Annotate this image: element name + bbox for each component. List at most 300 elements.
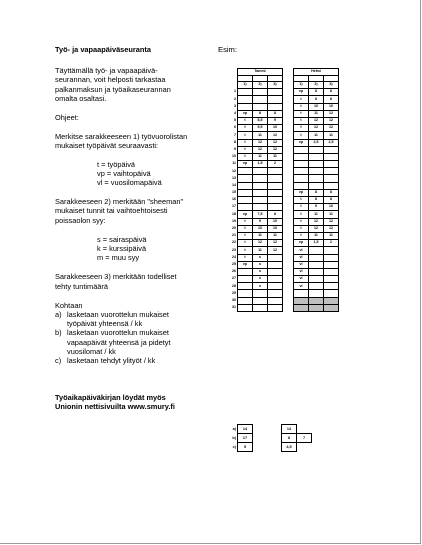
february-cell: 12: [324, 110, 339, 117]
january-cell: [253, 290, 268, 297]
day-number: 4: [226, 110, 238, 117]
day-number: 9: [226, 146, 238, 153]
gap-cell: [283, 175, 294, 182]
january-cell: [238, 283, 253, 290]
february-cell: [294, 168, 309, 175]
february-cell: 10: [324, 204, 339, 211]
january-cell: [268, 103, 283, 110]
january-cell: vp: [238, 261, 253, 268]
january-cell: t: [238, 146, 253, 153]
summary-row: [226, 443, 312, 452]
day-number: 29: [226, 290, 238, 297]
list-marker: b): [55, 328, 62, 338]
january-cell: [238, 96, 253, 103]
january-cell: [253, 175, 268, 182]
summary-instructions-list: [55, 310, 215, 365]
february-cell: [309, 261, 324, 268]
day-row: [226, 189, 339, 196]
list-marker: c): [55, 356, 62, 366]
step1-line: mukaiset työpäivät seuraavasti:: [55, 141, 159, 151]
january-cell: 11: [253, 153, 268, 160]
february-cell: [294, 297, 309, 304]
february-cell: [309, 283, 324, 290]
february-cell: [294, 290, 309, 297]
february-cell: [324, 290, 339, 297]
january-cell: 12: [253, 139, 268, 146]
day-number: 25: [226, 261, 238, 268]
february-cell: vp: [294, 189, 309, 196]
day-row: [226, 96, 339, 103]
list-line: lasketaan tehdyt ylityöt / kk: [67, 356, 156, 366]
day-number: 13: [226, 175, 238, 182]
instructions-heading: Ohjeet:: [55, 113, 79, 123]
january-cell: 8: [268, 211, 283, 218]
day-row: [226, 261, 339, 268]
day-number: 19: [226, 218, 238, 225]
step2-line: mukaiset tunnit tai vaihtoehtoisesti: [55, 206, 168, 216]
kohtaan-heading: Kohtaan: [55, 300, 83, 310]
january-cell: t: [238, 117, 253, 124]
gap-cell: [283, 211, 294, 218]
step2-line: Sarakkeeseen 2) merkitään "sheeman": [55, 197, 184, 207]
february-cell: t: [294, 218, 309, 225]
january-cell: 12: [268, 146, 283, 153]
gap-cell: [283, 110, 294, 117]
day-number: 18: [226, 211, 238, 218]
january-cell: 11: [253, 132, 268, 139]
day-row: [226, 110, 339, 117]
january-cell: [238, 304, 253, 311]
february-cell: 8: [309, 189, 324, 196]
summary-table: [226, 424, 312, 452]
january-cell: 9: [268, 117, 283, 124]
gap-cell: [283, 254, 294, 261]
example-label: Esim:: [218, 45, 237, 54]
february-cell: [324, 161, 339, 168]
january-cell: [253, 96, 268, 103]
list-item: [55, 328, 215, 356]
summary-cell: 14: [238, 425, 253, 434]
gap-cell: [283, 261, 294, 268]
february-cell: 11: [309, 232, 324, 239]
january-cell: t: [238, 153, 253, 160]
day-row: [226, 117, 339, 124]
february-cell: [294, 175, 309, 182]
month-header: Helmi: [294, 69, 339, 76]
february-cell: 8: [324, 96, 339, 103]
gap-cell: [283, 168, 294, 175]
january-cell: [253, 103, 268, 110]
day-row: [226, 276, 339, 283]
day-number: 24: [226, 254, 238, 261]
january-cell: 10: [253, 225, 268, 232]
gap-cell: [283, 125, 294, 132]
day-number: 16: [226, 197, 238, 204]
february-cell: [294, 182, 309, 189]
intro-line: omalta osaltasi.: [55, 93, 107, 103]
february-cell: [324, 297, 339, 304]
january-cell: [238, 204, 253, 211]
day-row: [226, 225, 339, 232]
february-cell: [309, 146, 324, 153]
day-number: 12: [226, 168, 238, 175]
february-cell: t: [294, 125, 309, 132]
summary-row: [226, 425, 312, 434]
january-cell: [253, 297, 268, 304]
summary-cell: [253, 443, 268, 452]
february-cell: 12: [324, 225, 339, 232]
february-cell: [309, 161, 324, 168]
day-row: [226, 146, 339, 153]
day-number: 7: [226, 132, 238, 139]
day-number: 21: [226, 232, 238, 239]
column-header: 3): [324, 82, 339, 89]
january-cell: [238, 189, 253, 196]
list-line: lasketaan vuorottelun mukaiset: [67, 310, 169, 320]
summary-label: c): [232, 445, 236, 449]
day-row: [226, 161, 339, 168]
summary-cell: 8: [282, 434, 297, 443]
day-number: 15: [226, 189, 238, 196]
day-row: [226, 304, 339, 311]
day-row: [226, 168, 339, 175]
february-cell: [324, 247, 339, 254]
february-cell: 11: [309, 132, 324, 139]
day-row: [226, 153, 339, 160]
january-cell: [268, 276, 283, 283]
footer-line: Työaikapäiväkirjan löydät myös: [55, 393, 166, 403]
column-header-row: [226, 82, 339, 89]
february-cell: [324, 175, 339, 182]
january-cell: 9: [253, 218, 268, 225]
day-row: [226, 204, 339, 211]
january-cell: 10: [268, 225, 283, 232]
february-cell: 8: [309, 89, 324, 96]
gap-cell: [283, 153, 294, 160]
january-cell: [268, 261, 283, 268]
gap-cell: [283, 218, 294, 225]
instructions-column: [55, 45, 215, 412]
column-header: 1): [238, 82, 253, 89]
february-cell: t: [294, 204, 309, 211]
february-cell: vl: [294, 247, 309, 254]
list-marker: a): [55, 310, 62, 320]
february-cell: 1,5: [309, 240, 324, 247]
january-cell: [268, 175, 283, 182]
summary-cell: [297, 425, 312, 434]
column-header: 2): [309, 82, 324, 89]
january-cell: 8: [268, 110, 283, 117]
february-cell: [324, 254, 339, 261]
january-cell: [253, 204, 268, 211]
day-row: [226, 125, 339, 132]
january-cell: [268, 304, 283, 311]
day-row: [226, 240, 339, 247]
february-cell: [309, 297, 324, 304]
january-cell: 11: [268, 232, 283, 239]
february-cell: vp: [294, 240, 309, 247]
february-cell: [309, 153, 324, 160]
february-cell: [309, 168, 324, 175]
february-cell: [309, 304, 324, 311]
february-cell: [309, 290, 324, 297]
january-cell: [253, 168, 268, 175]
january-cell: [238, 103, 253, 110]
step1-line: Merkitse sarakkeeseen 1) työvuorolistan: [55, 132, 188, 142]
february-cell: [324, 153, 339, 160]
february-cell: 12: [324, 218, 339, 225]
january-cell: [253, 182, 268, 189]
january-cell: t: [238, 254, 253, 261]
list-item: [55, 310, 215, 328]
january-cell: [268, 204, 283, 211]
day-row: [226, 211, 339, 218]
gap-cell: [283, 139, 294, 146]
day-number: 28: [226, 283, 238, 290]
day-row: [226, 182, 339, 189]
gap-cell: [283, 297, 294, 304]
day-number: 8: [226, 139, 238, 146]
february-cell: [309, 182, 324, 189]
day-number: 10: [226, 153, 238, 160]
day-row: [226, 232, 339, 239]
gap-cell: [267, 434, 282, 443]
january-cell: t: [238, 232, 253, 239]
code-item: s = sairaspäivä: [97, 234, 147, 244]
day-row: [226, 103, 339, 110]
january-cell: [268, 254, 283, 261]
day-number: 30: [226, 297, 238, 304]
list-line: lasketaan vuorottelun mukaiset: [67, 328, 169, 338]
february-cell: t: [294, 232, 309, 239]
day-number: 23: [226, 247, 238, 254]
summary-label: a): [232, 427, 236, 431]
january-cell: 12: [268, 247, 283, 254]
day-number: 20: [226, 225, 238, 232]
january-cell: t: [238, 132, 253, 139]
february-cell: [324, 276, 339, 283]
day-row: [226, 283, 339, 290]
january-cell: vp: [238, 110, 253, 117]
february-cell: 9: [309, 204, 324, 211]
list-item: [55, 356, 215, 365]
february-cell: [309, 175, 324, 182]
january-cell: vp: [238, 211, 253, 218]
day-number: 11: [226, 161, 238, 168]
code-item: k = kurssipäivä: [97, 244, 147, 254]
summary-cell: 14: [282, 425, 297, 434]
january-cell: s: [253, 268, 268, 275]
february-cell: vl: [294, 276, 309, 283]
february-cell: vl: [294, 254, 309, 261]
february-cell: vl: [294, 268, 309, 275]
day-number: 3: [226, 103, 238, 110]
february-cell: 10: [324, 103, 339, 110]
february-cell: 11: [324, 132, 339, 139]
february-cell: t: [294, 110, 309, 117]
work-day-table: [226, 68, 339, 312]
february-cell: [309, 268, 324, 275]
february-cell: 11: [324, 211, 339, 218]
column-header: 1): [294, 82, 309, 89]
february-cell: t: [294, 103, 309, 110]
february-cell: [294, 153, 309, 160]
gap-cell: [283, 82, 294, 89]
february-cell: 12: [309, 125, 324, 132]
january-cell: 12: [268, 139, 283, 146]
january-cell: 8,5: [253, 117, 268, 124]
day-number: 27: [226, 276, 238, 283]
february-cell: 8: [324, 197, 339, 204]
code-item: vp = vaihtopäivä: [97, 168, 151, 178]
gap-cell: [283, 96, 294, 103]
day-row: [226, 175, 339, 182]
february-cell: 11: [309, 211, 324, 218]
february-cell: t: [294, 225, 309, 232]
february-cell: 8: [309, 96, 324, 103]
january-cell: [238, 290, 253, 297]
january-cell: [268, 89, 283, 96]
january-cell: [253, 304, 268, 311]
february-cell: t: [294, 132, 309, 139]
gap-cell: [283, 189, 294, 196]
gap-cell: [283, 204, 294, 211]
february-cell: vp: [294, 139, 309, 146]
day-number: 17: [226, 204, 238, 211]
day-row: [226, 254, 339, 261]
january-cell: t: [238, 247, 253, 254]
february-cell: 12: [324, 125, 339, 132]
february-cell: [324, 182, 339, 189]
january-cell: [238, 297, 253, 304]
gap-cell: [283, 197, 294, 204]
january-cell: s: [253, 283, 268, 290]
day-number: 2: [226, 96, 238, 103]
january-cell: 12: [253, 240, 268, 247]
february-cell: 8: [309, 197, 324, 204]
january-cell: t: [238, 218, 253, 225]
day-number: 26: [226, 268, 238, 275]
gap-cell: [283, 232, 294, 239]
day-number: 22: [226, 240, 238, 247]
february-cell: 12: [324, 117, 339, 124]
summary-cell: [253, 434, 268, 443]
february-cell: 10: [309, 103, 324, 110]
gap-cell: [283, 132, 294, 139]
intro-line: Täyttämällä työ- ja vapaapäivä-: [55, 66, 158, 76]
february-cell: 2,5: [309, 139, 324, 146]
list-line: vuosilomat / kk: [67, 346, 116, 356]
february-cell: [294, 161, 309, 168]
january-cell: s: [253, 276, 268, 283]
january-cell: 12: [268, 240, 283, 247]
day-row: [226, 290, 339, 297]
february-cell: 12: [309, 218, 324, 225]
february-cell: 11: [324, 232, 339, 239]
day-row: [226, 89, 339, 96]
gap-cell: [283, 161, 294, 168]
february-cell: t: [294, 211, 309, 218]
february-cell: [324, 268, 339, 275]
intro-line: seurannan, voit helposti tarkastaa: [55, 75, 166, 85]
january-cell: [253, 197, 268, 204]
day-number: 5: [226, 117, 238, 124]
january-cell: [238, 168, 253, 175]
february-cell: t: [294, 117, 309, 124]
january-cell: s: [253, 261, 268, 268]
january-cell: [268, 197, 283, 204]
month-header: Tammi: [238, 69, 283, 76]
january-cell: s: [253, 254, 268, 261]
february-cell: 12: [309, 117, 324, 124]
gap-cell: [283, 304, 294, 311]
summary-cell: [297, 443, 312, 452]
february-cell: [294, 304, 309, 311]
gap-cell: [283, 268, 294, 275]
february-cell: 2,5: [324, 139, 339, 146]
january-cell: [268, 297, 283, 304]
january-cell: 10: [268, 125, 283, 132]
january-cell: 1,5: [253, 161, 268, 168]
summary-cell: 7: [297, 434, 312, 443]
february-cell: 8: [324, 89, 339, 96]
january-cell: [238, 89, 253, 96]
gap-cell: [283, 225, 294, 232]
code-item: m = muu syy: [97, 253, 140, 263]
gap-cell: [283, 283, 294, 290]
january-cell: t: [238, 225, 253, 232]
january-cell: 11: [268, 153, 283, 160]
gap-cell: [283, 290, 294, 297]
february-cell: [309, 247, 324, 254]
day-number: 31: [226, 304, 238, 311]
step3-line: Sarakkeeseen 3) merkitään todelliset: [55, 272, 177, 282]
february-cell: vl: [294, 283, 309, 290]
step3-line: tehty tuntimäärä: [55, 281, 108, 291]
day-number: 6: [226, 125, 238, 132]
february-cell: [309, 276, 324, 283]
day-row: [226, 247, 339, 254]
february-cell: vl: [294, 261, 309, 268]
february-cell: [324, 304, 339, 311]
february-cell: t: [294, 197, 309, 204]
code-item: t = työpäivä: [97, 159, 136, 169]
gap-cell: [283, 103, 294, 110]
gap-cell: [267, 443, 282, 452]
summary-row: [226, 434, 312, 443]
january-cell: [268, 96, 283, 103]
gap-cell: [283, 247, 294, 254]
january-cell: t: [238, 139, 253, 146]
january-cell: [268, 290, 283, 297]
february-cell: vp: [294, 89, 309, 96]
january-cell: 2: [268, 161, 283, 168]
january-cell: 8: [253, 110, 268, 117]
january-cell: 12: [268, 132, 283, 139]
day-number: 14: [226, 182, 238, 189]
day-row: [226, 197, 339, 204]
january-cell: t: [238, 240, 253, 247]
summary-cell: 17: [238, 434, 253, 443]
day-row: [226, 268, 339, 275]
gap-cell: [283, 146, 294, 153]
codes-list-1: [55, 160, 215, 188]
january-cell: vp: [238, 161, 253, 168]
corner-cell: [226, 82, 238, 89]
january-cell: 12: [253, 146, 268, 153]
day-row: [226, 297, 339, 304]
january-cell: [238, 268, 253, 275]
